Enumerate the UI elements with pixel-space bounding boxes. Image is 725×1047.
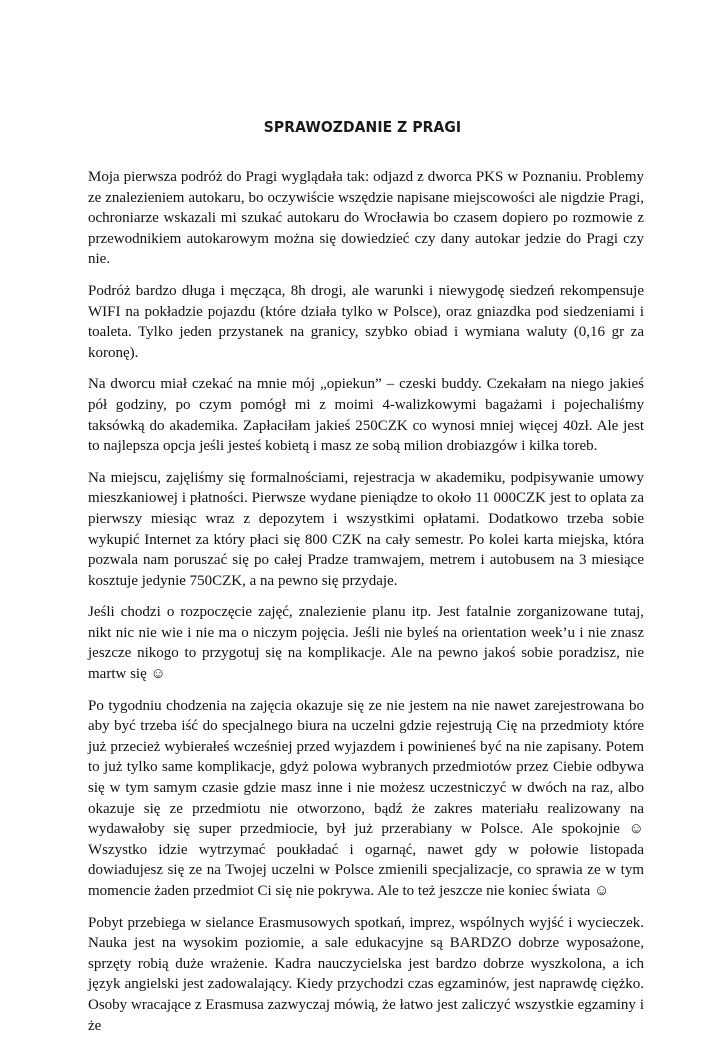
paragraph-4: Na miejscu, zajęliśmy się formalnościami, rejestracja w akademiku, podpisywanie umowy mieszkaniowej i płatności. Pierwsze wydane pieniądze to około 11 000CZK jest to oplata za pierwszy miesiąc wraz z depozytem i wszystkimi opłatami. Dodatkowo trzeba sobie wykupić Internet za który płaci się 800 CZK na cały semestr. Po kolei karta miejska, która pozwala nam poruszać się po całej Pradze tramwajem, metrem i autobusem na 3 miesiące kosztuje jedynie 750CZK, a na pewno się przydaje. — [88, 469, 644, 589]
paragraph-2: Podróż bardzo długa i męcząca, 8h drogi, ale warunki i niewygodę siedzeń rekompensuje WIFI na pokładzie pojazdu (które działa tylko w Polsce), oraz gniazdka pod siedzeniami i toaleta. Tylko jeden przystanek na granicy, szybko obiad i wymiana waluty (0,16 gr za koronę). — [88, 282, 644, 361]
document-title: SPRAWOZDANIE Z PRAGI — [263, 118, 462, 136]
paragraph-1: Moja pierwsza podróż do Pragi wyglądała tak: odjazd z dworca PKS w Poznaniu. Problemy ze znalezieniem autokaru, bo oczywiście wszędzie napisane miejscowości ale nigdzie Pragi, ochroniarze wskazali mi szukać autokaru do Wrocławia bo czasem dopiero po rozmowie z przewodnikiem autokarowym można się dowiedzieć czy dany autokar jedzie do Pragi czy nie. — [88, 169, 644, 268]
paragraph-3: Na dworcu miał czekać na mnie mój „opiekun” – czeski buddy. Czekałam na niego jakieś pół godziny, po czym pomógł mi z moimi 4-walizkowymi bagażami i pojechaliśmy taksówką do akademika. Zapłaciłam jakieś 250CZK co wynosi mniej więcej 40zł. Ale jest to najlepsza opcja jeśli jesteś kobietą i masz ze sobą milion drobiazgów i kilka toreb. — [88, 376, 644, 455]
paragraph-5: Jeśli chodzi o rozpoczęcie zajęć, znalezienie planu itp. Jest fatalnie zorganizowane tutaj, nikt nic nie wie i nie ma o niczym pojęcia. Jeśli nie byleś na orientation week’u i nie znasz jeszcze nikogo to przygotuj się na komplikacje. Ale na pewno jakoś sobie poradzisz, nie martw się ☺ — [88, 604, 644, 683]
document-body — [88, 167, 644, 1047]
paragraph-6: Po tygodniu chodzenia na zajęcia okazuje się ze nie jestem na nie nawet zarejestrowana bo aby być trzeba iść do specjalnego biura na uczelni gdzie rejestrują Cię na przedmioty które już przecież wybierałeś wcześniej przed wyjazdem i powinieneś być na nie zapisany. Potem to już tylko same komplikacje, gdyż polowa wybranych przedmiotów przez Ciebie odbywa się w tym samym czasie gdzie masz inne i nie możesz uczestniczyć w dwóch na raz, albo okazuje się ze przedmiotu nie otworzono, bądź że zakres materiału realizowany na wydawałoby się super przedmiocie, był już przerabiany w Polsce. Ale spokojnie ☺ Wszystko idzie wytrzymać poukładać i ogarnąć, nawet gdy w połowie listopada dowiadujesz się ze na Twojej uczelni w Polsce zmienili specjalizacje, co sprawia ze w tym momencie żaden przedmiot Ci się nie pokrywa. Ale to też jeszcze nie koniec świata ☺ — [88, 697, 644, 899]
paragraph-7: Pobyt przebiega w sielance Erasmusowych spotkań, imprez, wspólnych wyjść i wycieczek. Nauka jest na wysokim poziomie, a sale edukacyjne są BARDZO dobrze wyposażone, sprzęty robią duże wrażenie. Kadra nauczycielska jest bardzo dobrze wyszkolona, a ich język angielski jest zadowalający. Kiedy przychodzi czas egzaminów, jest naprawdę ciężko. Osoby wracające z Erasmusa zazwyczaj mówią, że łatwo jest zaliczyć wszystkie egzaminy i że — [88, 914, 644, 1034]
